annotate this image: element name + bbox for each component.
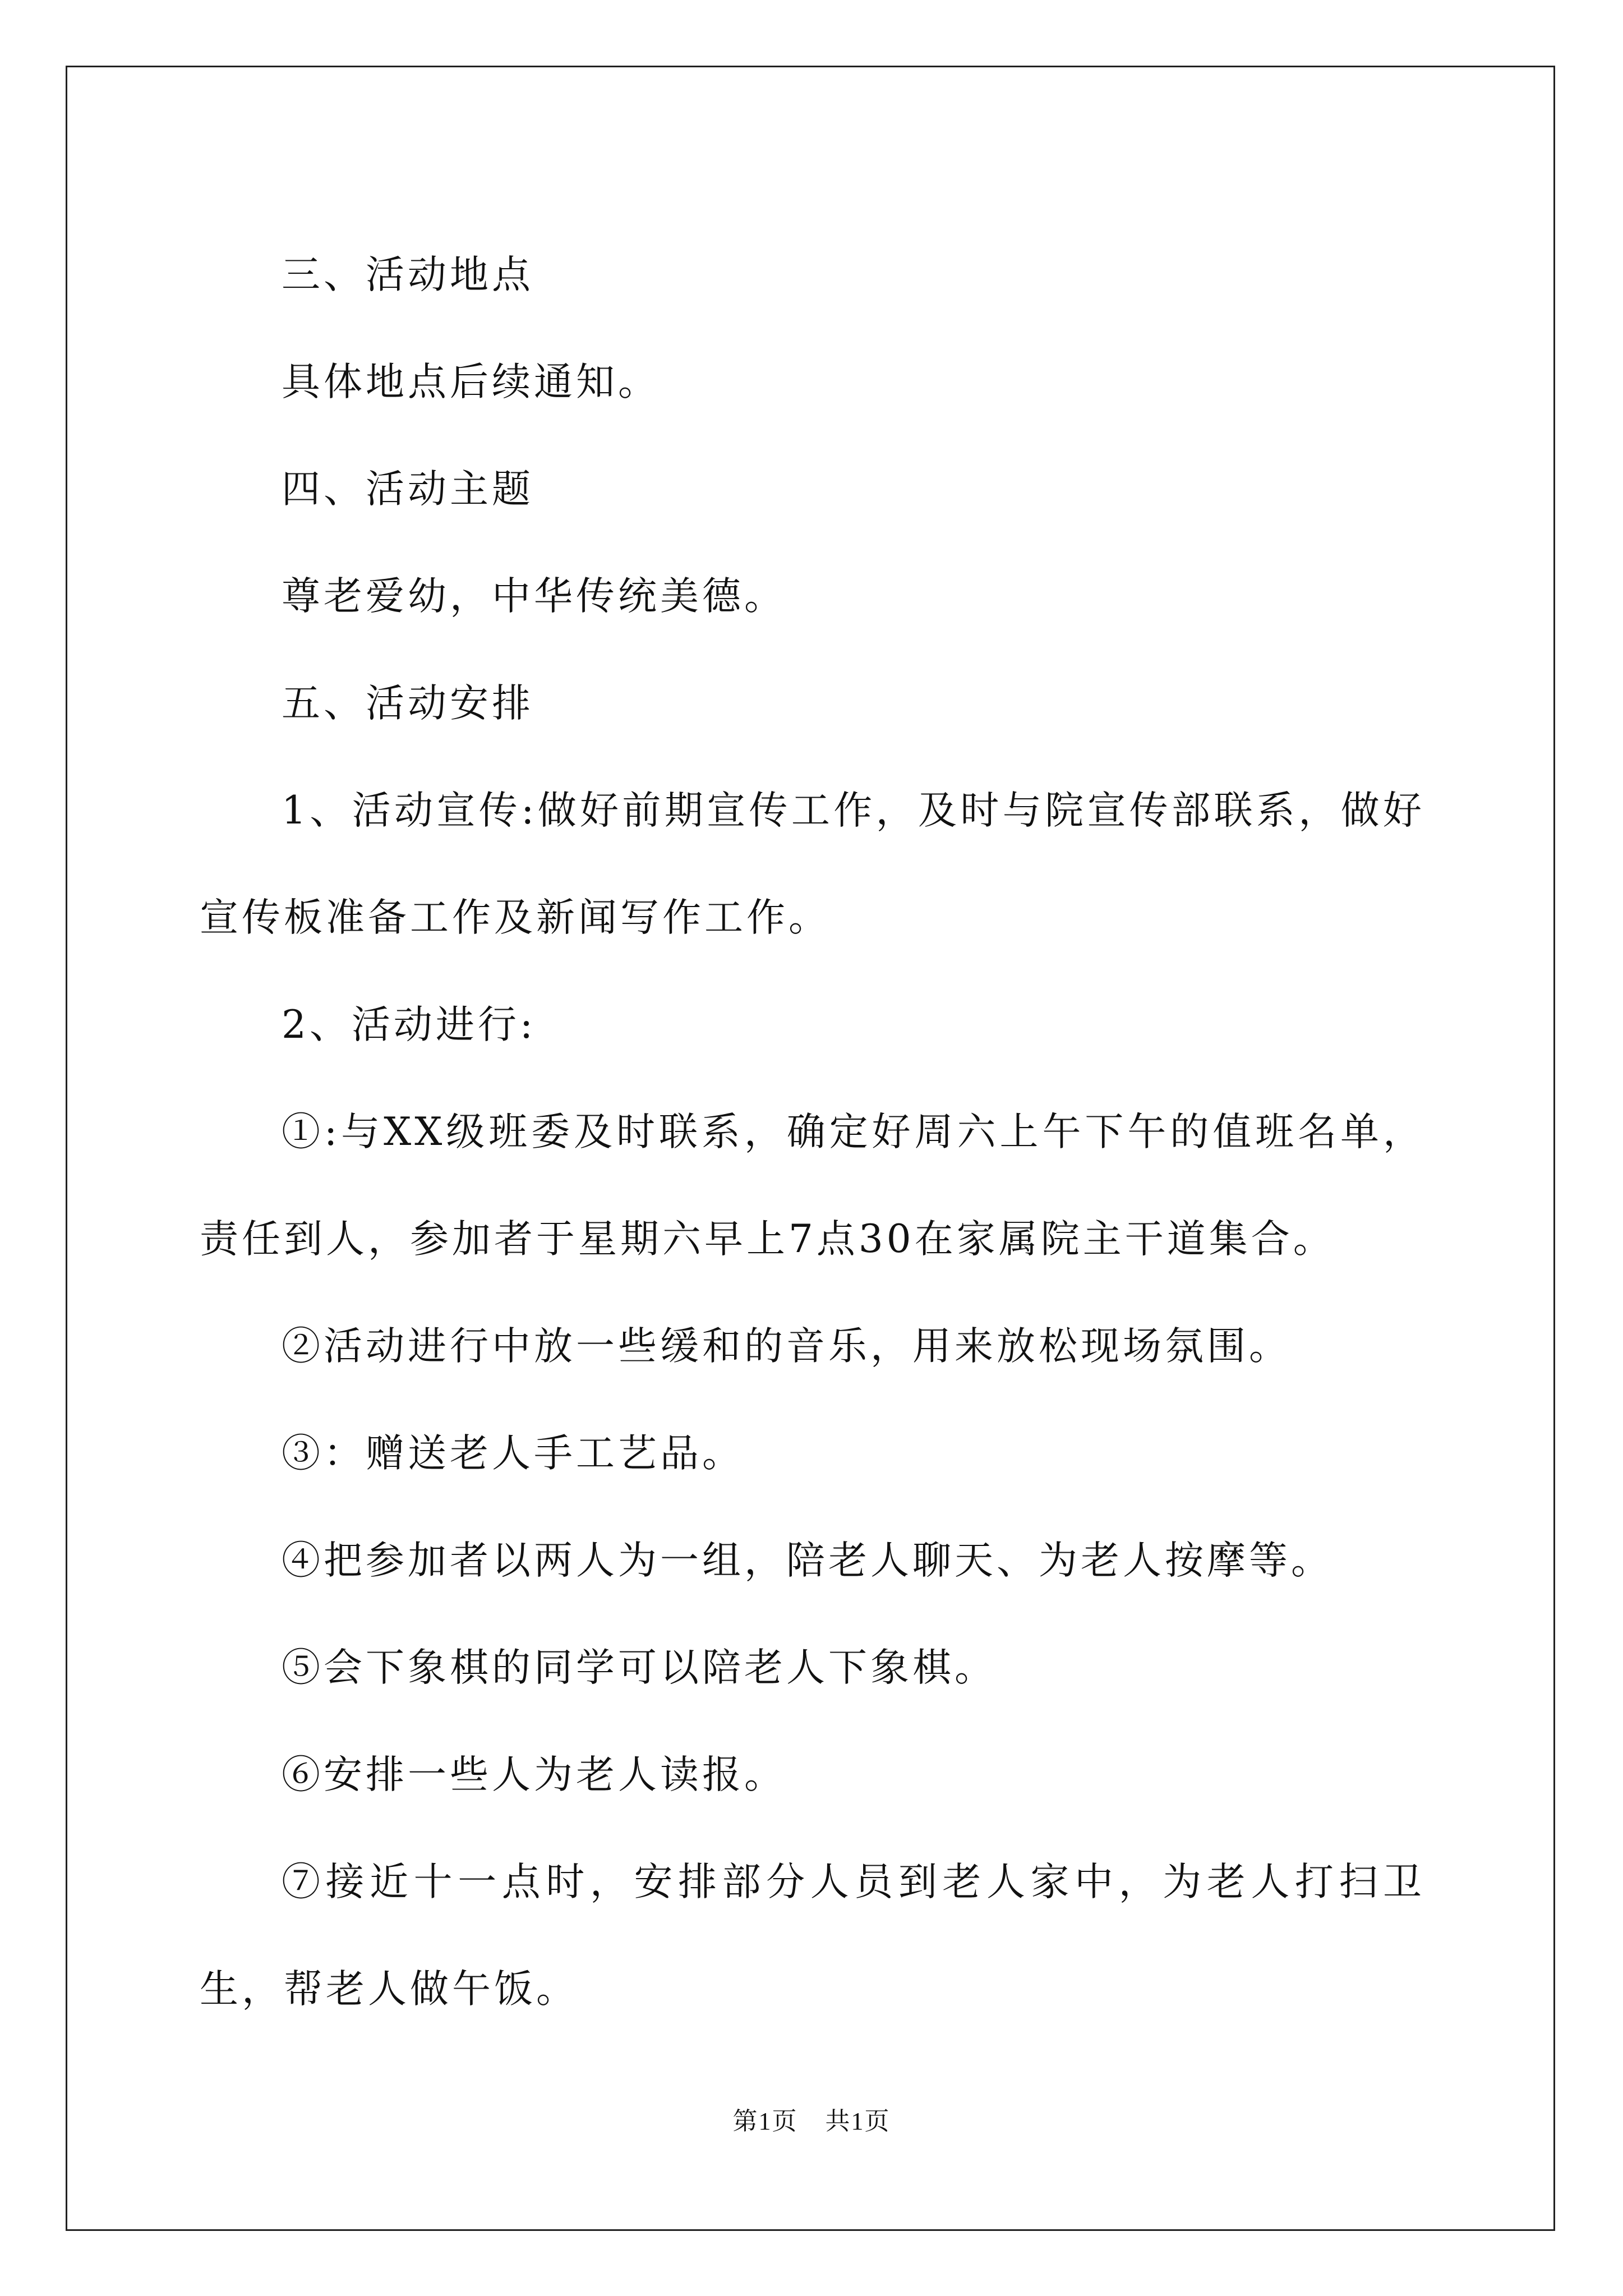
list-item-7: ⑦接近十一点时，安排部分人员到老人家中，为老人打扫卫生，帮老人做午饭。 [200,1860,1425,2012]
list-item-2: ②活动进行中放一些缓和的音乐，用来放松现场氛围。 [282,1324,1291,1369]
list-item-6: ⑥安排一些人为老人读报。 [282,1752,786,1797]
page-number-total: 共1页 [825,2108,891,2135]
paragraph-publicity: 1、活动宣传:做好前期宣传工作，及时与院宣传部联系，做好宣传板准备工作及新闻写作工作。 [200,788,1425,940]
list-item-3: ③：赠送老人手工艺品。 [282,1431,744,1476]
list-item-1: ①:与XX级班委及时联系，确定好周六上午下午的值班名单，责任到人，参加者于星期六早上7点30在家属院主干道集合。 [200,1110,1425,1262]
heading-activity-arrangement: 五、活动安排 [282,681,534,726]
list-item-5: ⑤会下象棋的同学可以陪老人下象棋。 [282,1645,997,1690]
list-item-4: ④把参加者以两人为一组，陪老人聊天、为老人按摩等。 [282,1538,1333,1583]
heading-activity-location: 三、活动地点 [282,252,534,297]
page-number-current: 第1页 [732,2108,798,2135]
paragraph-activity-progress: 2、活动进行: [282,1002,537,1047]
document-body [200,222,1425,2043]
page-footer [0,2101,1623,2137]
paragraph-theme-detail: 尊老爱幼，中华传统美德。 [282,574,786,619]
heading-activity-theme: 四、活动主题 [282,467,534,512]
paragraph-location-detail: 具体地点后续通知。 [282,360,660,404]
